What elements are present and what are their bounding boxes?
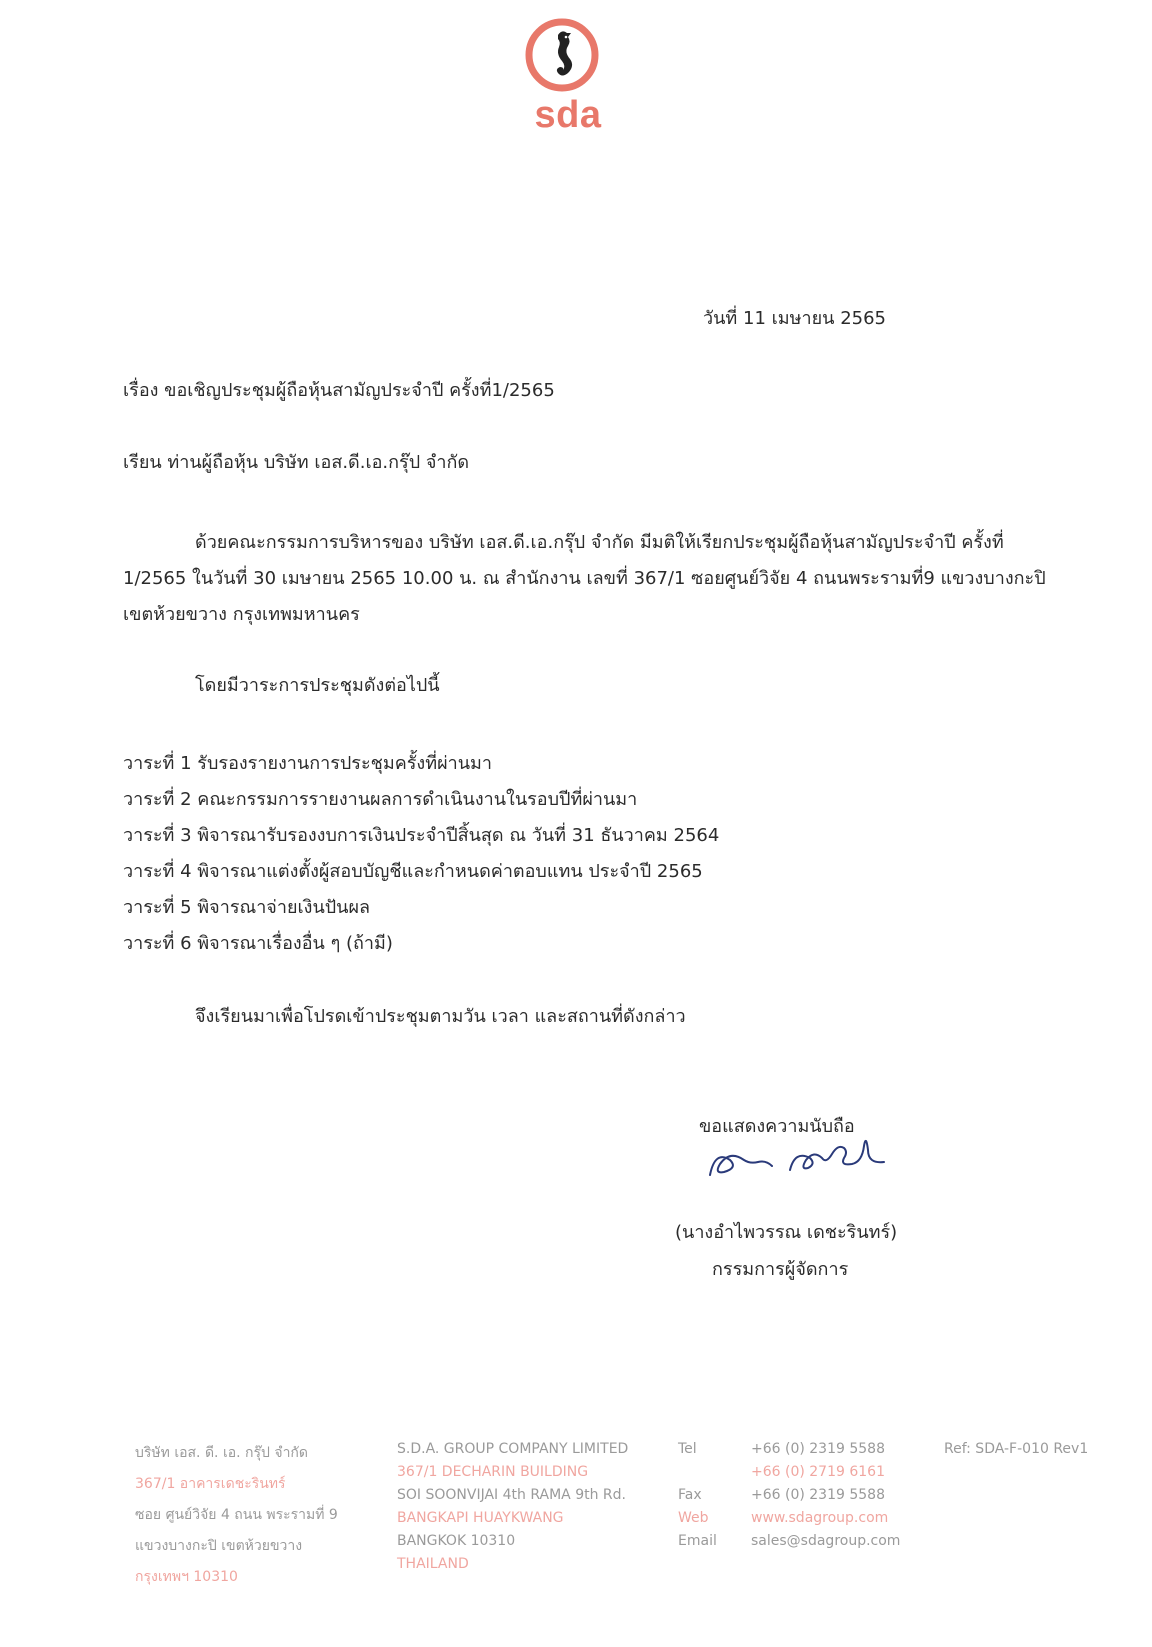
agenda-item: วาระที่ 5 พิจารณาจ่ายเงินปันผล (123, 897, 371, 918)
body-line: 1/2565 ในวันที่ 30 เมษายน 2565 10.00 น. ณ สำนักงาน เลขที่ 367/1 ซอยศูนย์วิจัย 4 ถนนพระรามที่9 แขวงบางกะปิ (123, 568, 1046, 589)
footer-en-line: S.D.A. GROUP COMPANY LIMITED (397, 1441, 629, 1457)
agenda-item: วาระที่ 3 พิจารณารับรองงบการเงินประจำปีสิ้นสุด ณ วันที่ 31 ธันวาคม 2564 (123, 825, 720, 846)
footer-thai-line: ซอย ศูนย์วิจัย 4 ถนน พระรามที่ 9 (135, 1507, 338, 1523)
closing-sentence: จึงเรียนมาเพื่อโปรดเข้าประชุมตามวัน เวลา และสถานที่ดังกล่าว (195, 1006, 686, 1027)
contact-label (678, 1461, 717, 1484)
contact-label: Tel (678, 1441, 697, 1457)
footer-thai-line: 367/1 อาคารเดชะรินทร์ (135, 1476, 286, 1492)
footer-english-address (397, 1438, 628, 1576)
body-line: เขตห้วยขวาง กรุงเทพมหานคร (123, 604, 360, 625)
seahorse-icon (522, 15, 612, 95)
footer-en-line: 367/1 DECHARIN BUILDING (397, 1464, 589, 1480)
letter-body (123, 525, 1046, 633)
letter-subject: เรื่อง ขอเชิญประชุมผู้ถือหุ้นสามัญประจำปี ครั้งที่1/2565 (123, 380, 555, 401)
footer-en-line: BANGKOK 10310 (397, 1533, 516, 1549)
agenda-item: วาระที่ 4 พิจารณาแต่งตั้งผู้สอบบัญชีและกำหนดค่าตอบแทน ประจำปี 2565 (123, 861, 703, 882)
agenda-item: วาระที่ 1 รับรองรายงานการประชุมครั้งที่ผ่านมา (123, 753, 493, 774)
contact-fax: +66 (0) 2319 5588 (751, 1487, 885, 1503)
footer-contact-values (751, 1438, 900, 1553)
signer-name: (นางอำไพวรรณ เดชะรินทร์) (675, 1222, 898, 1243)
contact-web: www.sdagroup.com (751, 1510, 889, 1526)
footer-thai-address (135, 1438, 338, 1593)
document-reference: Ref: SDA-F-010 Rev1 (944, 1441, 1089, 1457)
letter-recipient: เรียน ท่านผู้ถือหุ้น บริษัท เอส.ดี.เอ.กรุ๊ป จำกัด (123, 452, 470, 473)
contact-label: Fax (678, 1487, 702, 1503)
footer-en-line: THAILAND (397, 1556, 469, 1572)
footer-en-line: BANGKAPI HUAYKWANG (397, 1510, 564, 1526)
body-line: ด้วยคณะกรรมการบริหารของ บริษัท เอส.ดี.เอ.กรุ๊ป จำกัด มีมติให้เรียกประชุมผู้ถือหุ้นสามัญประจำปี ครั้งที่ (195, 532, 1004, 553)
agenda-list (123, 746, 719, 962)
contact-label: Email (678, 1533, 717, 1549)
footer-thai-line: กรุงเทพฯ 10310 (135, 1569, 238, 1585)
footer-contact-labels (678, 1438, 717, 1553)
contact-email: sales@sdagroup.com (751, 1533, 901, 1549)
letter-date: วันที่ 11 เมษายน 2565 (703, 308, 886, 329)
agenda-intro: โดยมีวาระการประชุมดังต่อไปนี้ (195, 675, 440, 696)
contact-label: Web (678, 1510, 709, 1526)
agenda-item: วาระที่ 6 พิจารณาเรื่องอื่น ๆ (ถ้ามี) (123, 933, 393, 954)
footer-thai-line: บริษัท เอส. ดี. เอ. กรุ๊ป จำกัด (135, 1445, 309, 1461)
handwritten-signature (700, 1130, 920, 1190)
footer-en-line: SOI SOONVIJAI 4th RAMA 9th Rd. (397, 1487, 626, 1503)
regards: ขอแสดงความนับถือ (699, 1116, 855, 1137)
signer-title: กรรมการผู้จัดการ (712, 1259, 849, 1280)
footer-thai-line: แขวงบางกะปิ เขตห้วยขวาง (135, 1538, 303, 1554)
agenda-item: วาระที่ 2 คณะกรรมการรายงานผลการดำเนินงานในรอบปีที่ผ่านมา (123, 789, 638, 810)
brand-wordmark: sda (534, 94, 602, 136)
contact-phone: +66 (0) 2719 6161 (751, 1464, 885, 1480)
contact-phone: +66 (0) 2319 5588 (751, 1441, 885, 1457)
